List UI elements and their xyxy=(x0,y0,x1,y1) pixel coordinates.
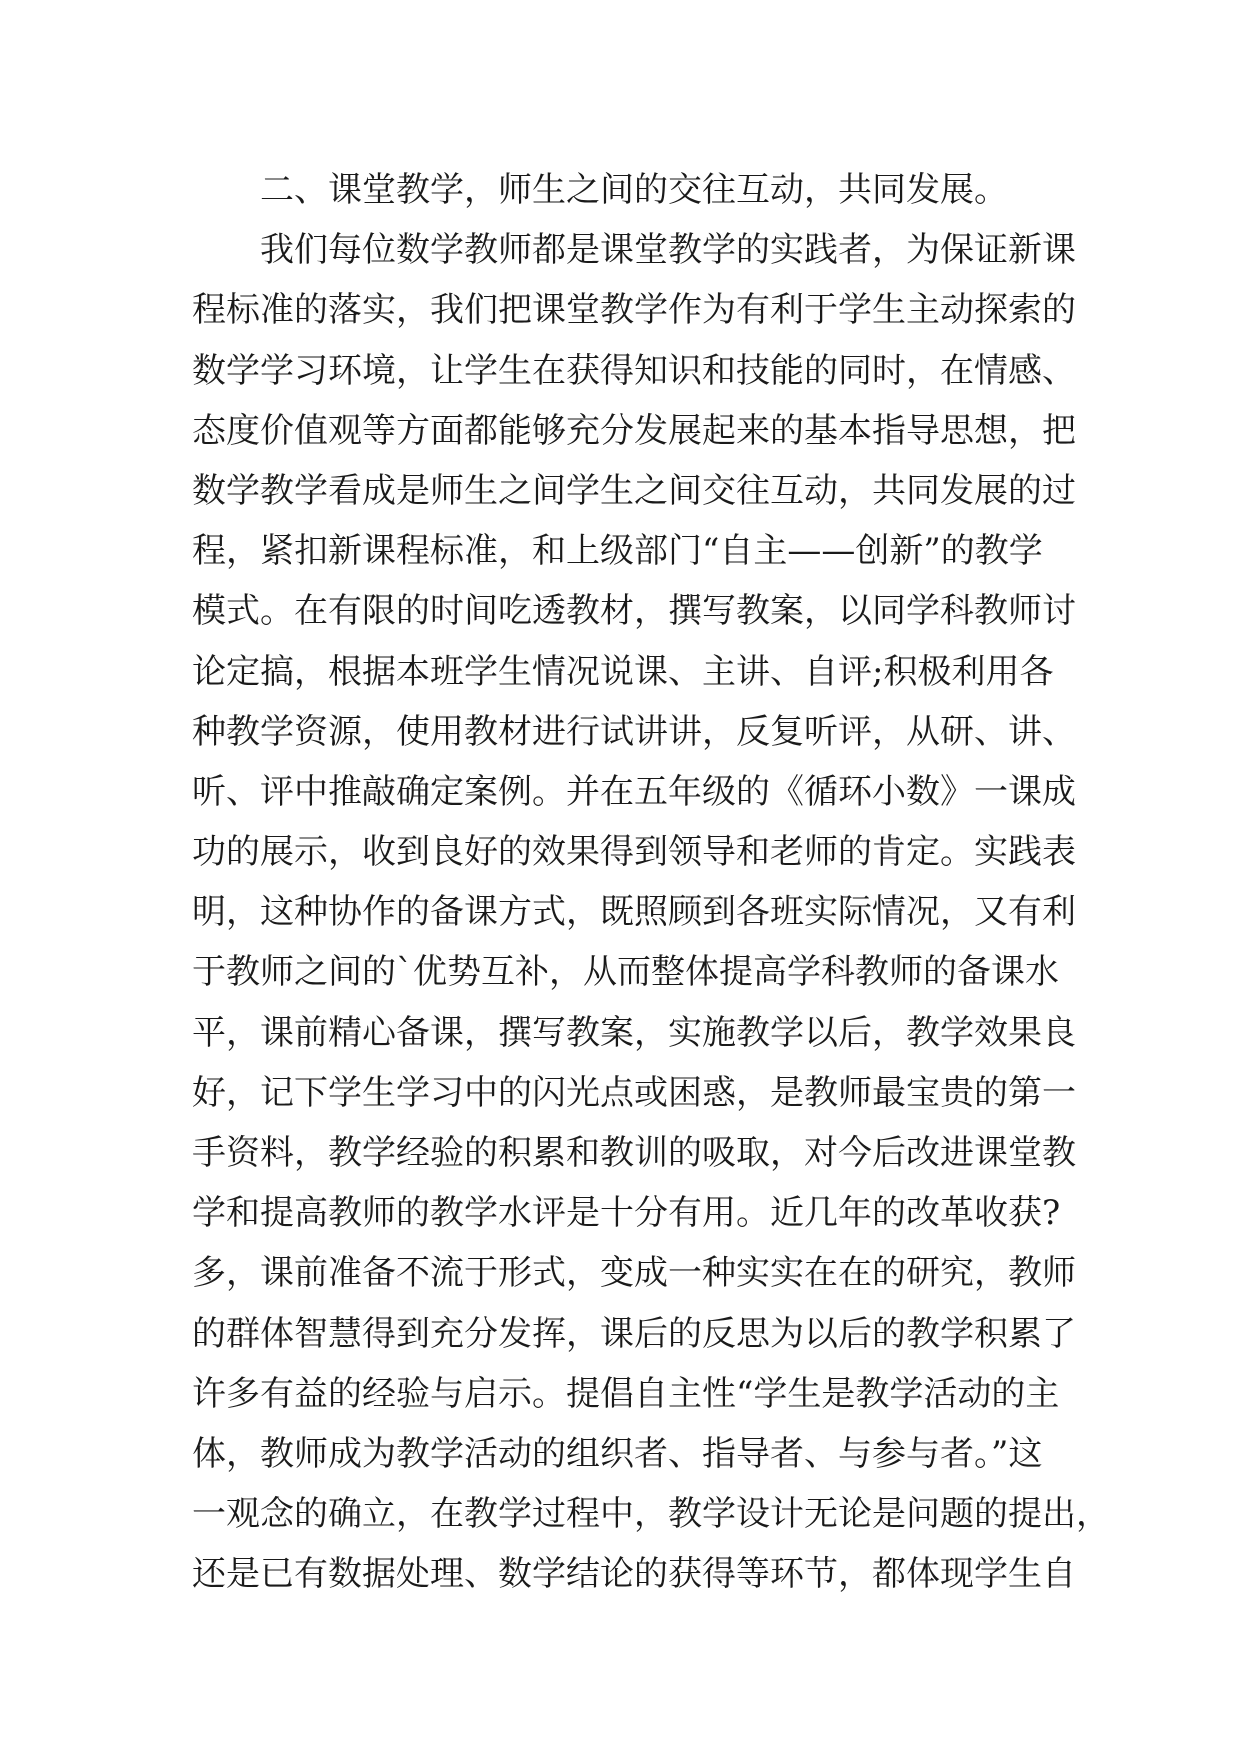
paragraph-line: 多，课前准备不流于形式，变成一种实实在在的研究，教师 xyxy=(192,1253,1076,1294)
paragraph-line: 一观念的确立，在教学过程中，教学设计无论是问题的提出， xyxy=(192,1494,1110,1535)
paragraph-line: 手资料，教学经验的积累和教训的吸取，对今后改进课堂教 xyxy=(192,1133,1076,1173)
paragraph-line: 程，紧扣新课程标准，和上级部门“自主——创新”的教学 xyxy=(192,531,1043,572)
paragraph-line: 好，记下学生学习中的闪光点或困惑，是教师最宝贵的第一 xyxy=(192,1072,1076,1113)
paragraph-line: 明，这种协作的备课方式，既照顾到各班实际情况，又有利 xyxy=(192,892,1076,933)
paragraph-line: 于教师之间的`优势互补，从而整体提高学科教师的备课水 xyxy=(192,952,1059,993)
paragraph-line: 功的展示，收到良好的效果得到领导和老师的肯定。实践表 xyxy=(192,832,1076,873)
paragraph-line: 数学教学看成是师生之间学生之间交往互动，共同发展的过 xyxy=(192,470,1076,511)
paragraph-line: 平，课前精心备课，撰写教案，实施教学以后，教学效果良 xyxy=(192,1012,1076,1053)
paragraph-line: 种教学资源，使用教材进行试讲讲，反复听评，从研、讲、 xyxy=(192,711,1076,752)
paragraph-line: 体，教师成为教学活动的组织者、指导者、与参与者。”这 xyxy=(192,1433,1043,1474)
paragraph-line: 还是已有数据处理、数学结论的获得等环节，都体现学生自 xyxy=(192,1554,1076,1595)
paragraph-line: 态度价值观等方面都能够充分发展起来的基本指导思想，把 xyxy=(192,410,1076,451)
body-text xyxy=(192,160,1110,1605)
paragraph-line: 程标准的落实，我们把课堂教学作为有利于学生主动探索的 xyxy=(192,290,1076,331)
paragraph-line: 的群体智慧得到充分发挥，课后的反思为以后的教学积累了 xyxy=(192,1313,1076,1354)
paragraph-line: 模式。在有限的时间吃透教材，撰写教案，以同学科教师讨 xyxy=(192,591,1076,632)
paragraph-line: 我们每位数学教师都是课堂教学的实践者，为保证新课 xyxy=(260,230,1076,271)
paragraph-line: 论定搞，根据本班学生情况说课、主讲、自评;积极利用各 xyxy=(192,651,1054,692)
paragraph-line: 听、评中推敲确定案例。并在五年级的《循环小数》一课成 xyxy=(192,771,1076,812)
section-heading: 二、课堂教学，师生之间的交往互动，共同发展。 xyxy=(260,170,1008,210)
paragraph-line: 数学学习环境，让学生在获得知识和技能的同时，在情感、 xyxy=(192,350,1076,391)
paragraph-line: 学和提高教师的教学水评是十分有用。近几年的改革收获? xyxy=(192,1193,1061,1234)
paragraph-line: 许多有益的经验与启示。提倡自主性“学生是教学活动的主 xyxy=(192,1373,1060,1414)
